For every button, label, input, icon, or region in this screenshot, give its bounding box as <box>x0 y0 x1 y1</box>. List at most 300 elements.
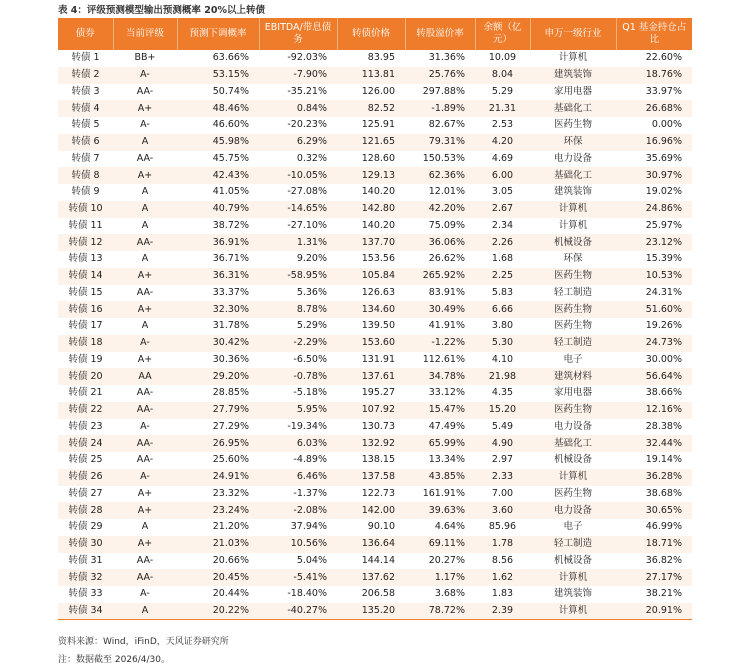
table-cell: -4.89% <box>293 454 327 466</box>
table-cell: A- <box>140 588 150 600</box>
table-cell: 112.61% <box>422 353 465 365</box>
table-cell: -5.41% <box>259 569 337 586</box>
table-cell: 24.73% <box>616 335 692 352</box>
table-row <box>58 285 692 302</box>
table-cell: -92.03% <box>287 52 327 64</box>
table-cell: 转债 10 <box>58 201 113 218</box>
table-cell: 轻工制造 <box>530 335 616 352</box>
table-cell: 13.34% <box>428 454 465 466</box>
table-cell: 转债 5 <box>71 119 100 131</box>
table-cell: 34.78% <box>405 368 475 385</box>
table-cell: 31.36% <box>428 52 465 64</box>
table-cell: 25.97% <box>645 219 682 231</box>
table-cell: 转债 9 <box>71 186 100 198</box>
table-cell: A <box>141 253 149 265</box>
table-cell: 2.25 <box>475 268 530 285</box>
table-cell: 6.46% <box>259 469 337 486</box>
table-row <box>58 84 692 101</box>
table-cell: 16.96% <box>616 134 692 151</box>
table-cell: A <box>113 201 177 218</box>
table-cell: 22.60% <box>645 52 682 64</box>
table-cell: 153.56 <box>361 253 395 265</box>
table-cell: 0.84% <box>259 100 337 117</box>
table-row <box>58 486 692 503</box>
table-cell: A- <box>113 469 177 486</box>
table-cell: 医药生物 <box>530 301 616 318</box>
table-row <box>58 134 692 151</box>
table-cell: 建筑装饰 <box>553 186 592 198</box>
table-cell: 5.49 <box>491 420 514 432</box>
table-cell: 3.80 <box>491 320 514 332</box>
table-cell: 转债 17 <box>68 320 103 332</box>
table-cell: 82.67% <box>428 119 465 131</box>
table-cell: 39.63% <box>405 502 475 519</box>
table-cell: 建筑材料 <box>530 368 616 385</box>
table-row <box>58 67 692 84</box>
table-title: 表 4：评级预测模型输出预测概率 20%以上转债 <box>58 5 265 16</box>
table-cell: 转债 20 <box>58 368 113 385</box>
table-cell: 46.60% <box>212 119 249 131</box>
table-cell: 1.31% <box>259 234 337 251</box>
table-row <box>58 335 692 352</box>
table-cell: 医药生物 <box>530 402 616 419</box>
table-cell: 2.33 <box>475 469 530 486</box>
table-cell: 环保 <box>530 134 616 151</box>
table-cell: AA- <box>113 569 177 586</box>
table-cell: A <box>141 521 149 533</box>
table-cell: 建筑装饰 <box>530 67 616 84</box>
date-note: 注：数据截至 2026/4/30。 <box>58 655 171 665</box>
table-cell: 0.32% <box>296 152 327 164</box>
table-row <box>58 234 692 251</box>
table-cell: A+ <box>137 487 153 499</box>
table-cell: 计算机 <box>558 219 588 231</box>
table-cell: 电子 <box>563 521 583 533</box>
table-cell: -1.22% <box>405 335 475 352</box>
table-cell: 36.71% <box>212 253 249 265</box>
table-cell: 转债 11 <box>68 219 103 231</box>
table-cell: A <box>141 219 149 231</box>
table-cell: 6.00 <box>475 167 530 184</box>
table-cell: 26.62% <box>428 253 465 265</box>
table-cell: 18.76% <box>616 67 692 84</box>
table-cell: 3.05 <box>491 186 514 198</box>
table-cell: 23.12% <box>616 234 692 251</box>
table-cell: 45.75% <box>212 152 249 164</box>
column-header: 当前评级 <box>113 18 177 50</box>
table-cell: 50.74% <box>212 85 249 97</box>
table-cell: AA- <box>136 387 154 399</box>
table-cell: A+ <box>113 301 177 318</box>
table-cell: 4.20 <box>475 134 530 151</box>
table-cell: 15.39% <box>645 253 682 265</box>
table-cell: 1.17% <box>405 569 475 586</box>
table-cell: -7.90% <box>259 67 337 84</box>
table-cell: 51.60% <box>616 301 692 318</box>
table-cell: 37.94% <box>290 521 327 533</box>
table-cell: 20.66% <box>212 554 249 566</box>
table-cell: 1.68 <box>491 253 514 265</box>
table-row <box>58 569 692 586</box>
table-cell: 137.70 <box>337 234 405 251</box>
table-cell: 142.00 <box>337 502 405 519</box>
table-cell: 建筑装饰 <box>553 588 592 600</box>
table-cell: 62.36% <box>405 167 475 184</box>
table-cell: 1.83 <box>491 588 514 600</box>
table-cell: A+ <box>113 268 177 285</box>
table-cell: 21.98 <box>475 368 530 385</box>
table-cell: 转债 30 <box>58 536 113 553</box>
table-cell: 转债 32 <box>58 569 113 586</box>
table-cell: AA- <box>136 454 154 466</box>
table-row <box>58 385 692 402</box>
table-row <box>58 452 692 469</box>
table-cell: 计算机 <box>530 569 616 586</box>
table-row <box>58 151 692 168</box>
table-row <box>58 100 692 117</box>
table-cell: 9.20% <box>296 253 327 265</box>
table-cell: 63.66% <box>212 52 249 64</box>
table-cell: 医药生物 <box>553 320 592 332</box>
table-cell: 3.60 <box>475 502 530 519</box>
table-cell: 转债 3 <box>71 85 100 97</box>
column-header: 申万一级行业 <box>530 18 616 50</box>
table-cell: 3.68% <box>434 588 465 600</box>
table-cell: 6.03% <box>259 435 337 452</box>
table-cell: 2.39 <box>475 603 530 620</box>
table-cell: 8.04 <box>475 67 530 84</box>
table-cell: A <box>141 186 149 198</box>
table-cell: -35.21% <box>287 85 327 97</box>
table-cell: 转债 18 <box>58 335 113 352</box>
table-cell: 转债 13 <box>68 253 103 265</box>
table-cell: 43.85% <box>405 469 475 486</box>
table-cell: 40.79% <box>177 201 259 218</box>
table-cell: 135.20 <box>337 603 405 620</box>
table-cell: 4.69 <box>491 152 514 164</box>
table-row <box>58 352 692 369</box>
table-cell: A <box>141 320 149 332</box>
table-cell: 75.09% <box>428 219 465 231</box>
table-cell: A- <box>113 335 177 352</box>
table-cell: -20.23% <box>287 119 327 131</box>
table-cell: 36.28% <box>616 469 692 486</box>
table-cell: 4.35 <box>491 387 514 399</box>
column-header: 转股溢价率 <box>405 18 475 50</box>
table-cell: 转债 34 <box>58 603 113 620</box>
table-cell: 转债 22 <box>58 402 113 419</box>
table-cell: 46.99% <box>645 521 682 533</box>
table-cell: 42.20% <box>405 201 475 218</box>
table-cell: 33.12% <box>428 387 465 399</box>
table-row <box>58 268 692 285</box>
table-cell: A- <box>140 119 150 131</box>
table-row <box>58 117 692 134</box>
table-cell: 医药生物 <box>530 268 616 285</box>
table-cell: 6.66 <box>475 301 530 318</box>
table-cell: 15.20 <box>475 402 530 419</box>
table-cell: 转债 1 <box>71 52 100 64</box>
table-row <box>58 318 692 335</box>
table-cell: -0.78% <box>259 368 337 385</box>
table-cell: 计算机 <box>558 52 588 64</box>
table-cell: 计算机 <box>530 603 616 620</box>
table-row <box>58 586 692 603</box>
table-cell: 机械设备 <box>530 234 616 251</box>
table-cell: 转债 7 <box>71 152 100 164</box>
table-cell: 5.30 <box>475 335 530 352</box>
table-cell: 基础化工 <box>530 167 616 184</box>
table-cell: 8.78% <box>259 301 337 318</box>
table-cell: 基础化工 <box>530 100 616 117</box>
table-cell: 24.31% <box>645 286 682 298</box>
table-cell: 30.42% <box>177 335 259 352</box>
table-cell: -6.50% <box>293 353 327 365</box>
table-cell: 265.92% <box>405 268 475 285</box>
table-cell: -27.08% <box>287 186 327 198</box>
table-cell: 69.11% <box>405 536 475 553</box>
table-cell: 32.30% <box>177 301 259 318</box>
column-header: 预测下调概率 <box>177 18 259 50</box>
table-cell: 0.00% <box>651 119 682 131</box>
table-cell: 家用电器 <box>553 387 592 399</box>
table-cell: 电力设备 <box>553 152 592 164</box>
table-cell: 24.91% <box>177 469 259 486</box>
table-cell: 36.91% <box>177 234 259 251</box>
table-cell: 130.73 <box>361 420 395 432</box>
table-cell: 297.88% <box>422 85 465 97</box>
table-cell: 1.78 <box>475 536 530 553</box>
table-cell: AA- <box>136 286 154 298</box>
table-cell: A+ <box>137 353 153 365</box>
table-cell: 206.58 <box>361 588 395 600</box>
column-header: EBITDA/带息债务 <box>259 18 337 50</box>
table-cell: 41.91% <box>428 320 465 332</box>
table-cell: 转债 19 <box>68 353 103 365</box>
table-cell: 转债 29 <box>68 521 103 533</box>
table-cell: 转债 33 <box>68 588 103 600</box>
table-cell: AA- <box>113 234 177 251</box>
table-cell: 90.10 <box>367 521 395 533</box>
table-cell: 36.31% <box>177 268 259 285</box>
table-cell: 134.60 <box>337 301 405 318</box>
table-cell: AA- <box>136 85 154 97</box>
table-cell: 转债 23 <box>68 420 103 432</box>
table-cell: A- <box>113 67 177 84</box>
table-cell: -1.37% <box>293 487 327 499</box>
table-cell: 12.16% <box>616 402 692 419</box>
table-cell: 2.53 <box>491 119 514 131</box>
table-row <box>58 435 692 452</box>
table-cell: 电力设备 <box>530 502 616 519</box>
table-cell: 19.26% <box>645 320 682 332</box>
table-cell: 基础化工 <box>530 435 616 452</box>
table-cell: 125.91 <box>361 119 395 131</box>
table-cell: 29.20% <box>177 368 259 385</box>
table-row <box>58 536 692 553</box>
table-cell: 8.56 <box>491 554 514 566</box>
table-cell: 78.72% <box>405 603 475 620</box>
table-cell: 24.86% <box>616 201 692 218</box>
table-cell: -14.65% <box>259 201 337 218</box>
table-cell: 32.44% <box>616 435 692 452</box>
table-row <box>58 50 692 67</box>
table-cell: 30.36% <box>212 353 249 365</box>
table-cell: 36.82% <box>645 554 682 566</box>
table-cell: 5.83 <box>491 286 514 298</box>
table-cell: A+ <box>113 167 177 184</box>
table-cell: 26.95% <box>177 435 259 452</box>
table-cell: 4.64% <box>434 521 465 533</box>
table-cell: 转债 16 <box>58 301 113 318</box>
table-row <box>58 402 692 419</box>
table-cell: 转债 12 <box>58 234 113 251</box>
table-cell: 42.43% <box>177 167 259 184</box>
table-cell: 5.95% <box>259 402 337 419</box>
table-cell: 137.58 <box>337 469 405 486</box>
table-cell: 85.96 <box>488 521 517 533</box>
table-cell: 137.62 <box>337 569 405 586</box>
table-body <box>58 50 692 620</box>
table-cell: 41.05% <box>212 186 249 198</box>
table-cell: 28.38% <box>645 420 682 432</box>
table-cell: 20.22% <box>177 603 259 620</box>
table-cell: 129.13 <box>337 167 405 184</box>
table-cell: 113.81 <box>337 67 405 84</box>
table-cell: 转债 31 <box>68 554 103 566</box>
table-cell: -18.40% <box>287 588 327 600</box>
table-cell: 18.71% <box>616 536 692 553</box>
table-cell: -27.10% <box>287 219 327 231</box>
table-cell: 20.44% <box>212 588 249 600</box>
table-cell: 10.53% <box>616 268 692 285</box>
table-row <box>58 301 692 318</box>
table-cell: -10.05% <box>259 167 337 184</box>
table-cell: 电子 <box>563 353 583 365</box>
table-cell: 36.06% <box>405 234 475 251</box>
table-cell: 20.91% <box>616 603 692 620</box>
table-cell: 转债 15 <box>68 286 103 298</box>
table-row <box>58 553 692 570</box>
column-header: 债券 <box>58 18 113 50</box>
table-cell: 65.99% <box>405 435 475 452</box>
table-cell: 转债 2 <box>58 67 113 84</box>
table-cell: 25.60% <box>212 454 249 466</box>
table-cell: 1.62 <box>475 569 530 586</box>
table-cell: 15.47% <box>405 402 475 419</box>
table-row <box>58 469 692 486</box>
table-cell: 132.92 <box>337 435 405 452</box>
table-cell: 31.78% <box>212 320 249 332</box>
table-cell: 28.85% <box>212 387 249 399</box>
table-header-row <box>58 18 692 50</box>
table-row <box>58 368 692 385</box>
table-cell: 19.02% <box>645 186 682 198</box>
table-cell: 21.03% <box>177 536 259 553</box>
bond-table <box>58 18 692 620</box>
table-cell: 38.21% <box>645 588 682 600</box>
table-cell: 45.98% <box>177 134 259 151</box>
table-cell: 4.10 <box>491 353 514 365</box>
table-cell: 47.49% <box>428 420 465 432</box>
table-cell: 140.20 <box>361 219 395 231</box>
table-cell: 机械设备 <box>553 454 592 466</box>
table-cell: 2.97 <box>491 454 514 466</box>
table-cell: 139.50 <box>361 320 395 332</box>
table-cell: 48.46% <box>177 100 259 117</box>
table-cell: 计算机 <box>530 201 616 218</box>
table-cell: 转债 14 <box>58 268 113 285</box>
table-cell: 计算机 <box>530 469 616 486</box>
table-cell: 122.73 <box>361 487 395 499</box>
table-cell: 30.97% <box>616 167 692 184</box>
table-cell: 转债 24 <box>58 435 113 452</box>
table-cell: AA- <box>113 435 177 452</box>
table-cell: 家用电器 <box>553 85 592 97</box>
table-cell: -40.27% <box>259 603 337 620</box>
table-cell: 136.64 <box>337 536 405 553</box>
table-cell: 131.91 <box>361 353 395 365</box>
table-cell: -19.34% <box>287 420 327 432</box>
table-cell: A <box>113 134 177 151</box>
table-cell: 转债 21 <box>68 387 103 399</box>
table-row <box>58 502 692 519</box>
table-cell: 23.32% <box>212 487 249 499</box>
table-cell: 轻工制造 <box>553 286 592 298</box>
table-cell: AA- <box>136 554 154 566</box>
table-cell: 23.24% <box>177 502 259 519</box>
table-cell: 83.91% <box>428 286 465 298</box>
table-cell: 38.68% <box>645 487 682 499</box>
table-cell: 4.90 <box>475 435 530 452</box>
table-cell: 38.72% <box>212 219 249 231</box>
table-cell: 150.53% <box>422 152 465 164</box>
table-cell: 83.95 <box>367 52 395 64</box>
table-cell: 142.80 <box>337 201 405 218</box>
table-row <box>58 201 692 218</box>
table-cell: 10.56% <box>259 536 337 553</box>
table-row <box>58 218 692 235</box>
table-cell: 107.92 <box>337 402 405 419</box>
table-cell: -2.29% <box>259 335 337 352</box>
table-cell: 144.14 <box>361 554 395 566</box>
table-cell: 25.76% <box>405 67 475 84</box>
table-cell: 机械设备 <box>553 554 592 566</box>
table-row <box>58 419 692 436</box>
table-cell: 5.29% <box>296 320 327 332</box>
table-cell: 56.64% <box>616 368 692 385</box>
table-cell: 5.29 <box>491 85 514 97</box>
table-cell: 121.65 <box>337 134 405 151</box>
column-header: 转债价格 <box>337 18 405 50</box>
table-cell: 26.68% <box>616 100 692 117</box>
table-cell: -58.95% <box>259 268 337 285</box>
table-cell: 105.84 <box>337 268 405 285</box>
column-header: 余额（亿元） <box>475 18 530 50</box>
table-cell: 30.49% <box>405 301 475 318</box>
source-note: 资料来源：Wind，iFinD，天风证券研究所 <box>58 637 229 647</box>
table-row <box>58 184 692 201</box>
table-cell: 20.45% <box>177 569 259 586</box>
table-cell: 30.00% <box>645 353 682 365</box>
table-row <box>58 603 692 620</box>
table-cell: 轻工制造 <box>530 536 616 553</box>
table-row <box>58 251 692 268</box>
table-cell: 2.34 <box>491 219 514 231</box>
table-cell: -2.08% <box>259 502 337 519</box>
table-cell: 转债 27 <box>68 487 103 499</box>
table-cell: 126.63 <box>361 286 395 298</box>
